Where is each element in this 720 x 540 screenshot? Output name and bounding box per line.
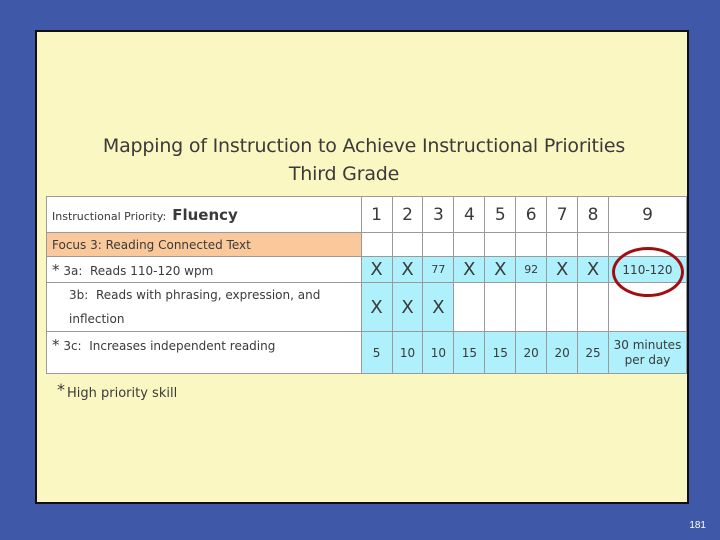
title-line-1: Mapping of Instruction to Achieve Instructional Priorities — [102, 135, 626, 157]
goal-cell — [609, 332, 687, 374]
row-code: 3a: — [63, 263, 83, 278]
footnote-star: * — [57, 380, 65, 399]
column-header: 8 — [578, 197, 609, 233]
cell-value: 92 — [516, 257, 547, 283]
cell-mark: X — [392, 257, 423, 283]
title-line-2: Third Grade — [288, 163, 400, 185]
cell-value: 15 — [454, 332, 485, 374]
cell-value: 20 — [547, 332, 578, 374]
column-header: 9 — [609, 197, 687, 233]
table-row — [47, 257, 687, 283]
column-header: 4 — [454, 197, 485, 233]
cell-mark: X — [392, 283, 423, 332]
priority-star: * — [52, 336, 60, 354]
instructional-priority-cell — [47, 197, 362, 233]
row-label-3c — [47, 332, 362, 374]
focus-row — [47, 233, 687, 257]
slide-title — [37, 132, 691, 188]
table-row — [47, 283, 687, 332]
cell-mark: X — [361, 283, 392, 332]
table-header-row — [47, 197, 687, 233]
column-header: 6 — [516, 197, 547, 233]
cell-value: 15 — [485, 332, 516, 374]
row-text: Increases independent reading — [89, 339, 276, 353]
column-header: 2 — [392, 197, 423, 233]
footnote — [57, 380, 177, 401]
footnote-text: High priority skill — [67, 386, 178, 401]
table-row — [47, 332, 687, 374]
cell-value: 5 — [361, 332, 392, 374]
cell-value: 77 — [423, 257, 454, 283]
column-header: 1 — [361, 197, 392, 233]
row-text: Reads with phrasing, expression, and inflection — [69, 288, 321, 326]
priority-table — [46, 196, 687, 374]
cell-mark: X — [423, 283, 454, 332]
cell-value: 25 — [578, 332, 609, 374]
row-label-3b — [47, 283, 362, 332]
row-text: Reads 110-120 wpm — [90, 263, 214, 278]
instructional-priority-label: Instructional Priority: — [52, 209, 167, 223]
priority-star: * — [52, 260, 60, 279]
cell-mark: X — [485, 257, 516, 283]
priority-name: Fluency — [172, 205, 238, 224]
slide — [35, 30, 689, 504]
highlight-circle — [612, 247, 684, 297]
cell-value: 10 — [392, 332, 423, 374]
cell-mark: X — [454, 257, 485, 283]
column-header: 7 — [547, 197, 578, 233]
cell-value: 10 — [423, 332, 454, 374]
cell-mark: X — [361, 257, 392, 283]
cell-mark: X — [547, 257, 578, 283]
cell-value: 20 — [516, 332, 547, 374]
cell-mark: X — [578, 257, 609, 283]
row-label-3a — [47, 257, 362, 283]
page-number: 181 — [689, 520, 706, 531]
goal-cell: 110-120 — [609, 257, 687, 283]
row-code: 3c: — [63, 339, 82, 353]
column-header: 3 — [423, 197, 454, 233]
focus-label: Focus 3: Reading Connected Text — [47, 233, 362, 257]
goal-text: 30 minutes per day — [613, 337, 682, 367]
column-header: 5 — [485, 197, 516, 233]
row-code: 3b: — [69, 288, 89, 302]
